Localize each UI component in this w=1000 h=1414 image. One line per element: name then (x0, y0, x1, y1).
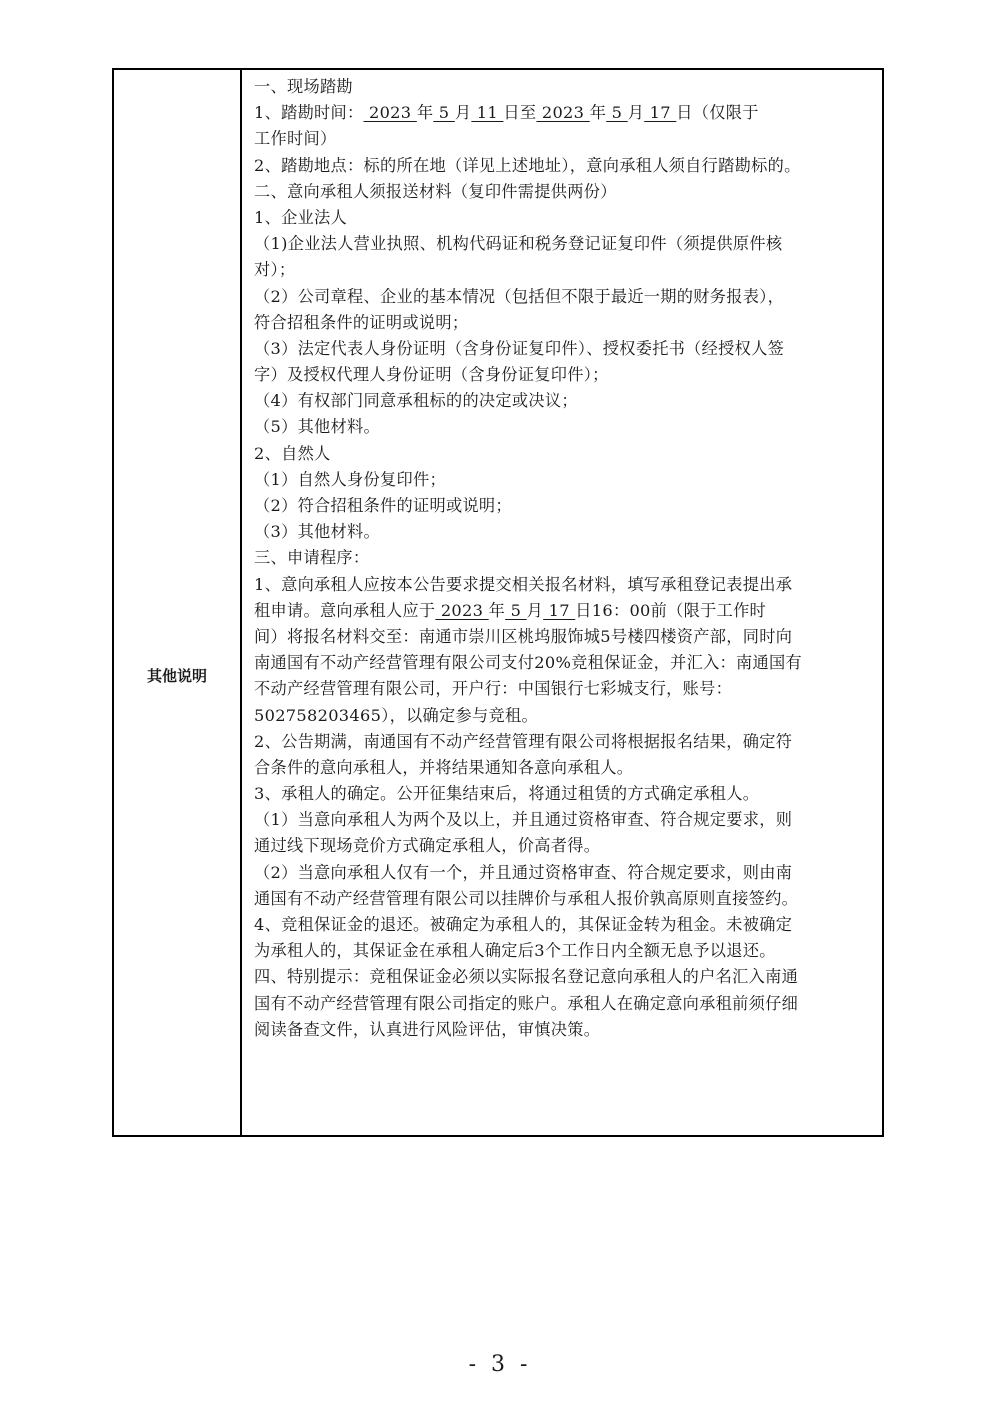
text: 日至 (503, 103, 537, 123)
text-line: 间）将报名材料交至：南通市崇川区桃坞服饰城5号楼四楼资产部，同时向 (254, 626, 793, 646)
start-month: 5 (433, 103, 455, 123)
text-line: 阅读备查文件，认真进行风险评估，审慎决策。 (254, 1019, 601, 1039)
text-line: （1)企业法人营业执照、机构代码证和税务登记证复印件（须提供原件核 (254, 234, 783, 254)
section-heading-special-notice: 四、特别提示：竞租保证金必须以实际报名登记意向承租人的户名汇入南通 (254, 967, 799, 987)
text-line: 通国有不动产经营管理有限公司以挂牌价与承租人报价孰高原则直接签约。 (254, 888, 799, 908)
text-line: 合条件的意向承租人，并将结果通知各意向承租人。 (254, 757, 634, 777)
text-line: （2）当意向承租人仅有一个，并且通过资格审查、符合规定要求，则由南 (254, 862, 793, 882)
text-line: 字）及授权代理人身份证明（含身份证复印件）； (254, 365, 609, 385)
deadline-year: 2023 (435, 600, 489, 620)
text-line: （3）其他材料。 (254, 522, 381, 542)
text-line: 为承租人的，其保证金在承租人确定后3个工作日内全额无息予以退还。 (254, 941, 776, 961)
text-line: 对）； (254, 260, 296, 280)
site-visit-time-line (254, 100, 878, 126)
notice-table (112, 68, 884, 1137)
text-line: 4、竞租保证金的退还。被确定为承租人的，其保证金转为租金。未被确定 (254, 915, 793, 934)
text: 月 (526, 600, 544, 620)
label-cell (114, 70, 242, 1135)
section-heading-procedure: 三、申请程序： (254, 548, 370, 568)
end-year: 2023 (536, 103, 590, 123)
subheading-enterprise: 1、企业法人 (254, 207, 348, 227)
deadline-month: 5 (505, 600, 527, 620)
end-day: 17 (644, 103, 677, 123)
end-month: 5 (606, 103, 628, 123)
text-line: 2、公告期满，南通国有不动产经营管理有限公司将根据报名结果，确定符 (254, 731, 793, 751)
text: 年 (416, 103, 434, 123)
text: 日16：00前（限于工作时 (575, 600, 767, 620)
application-deadline-line (254, 598, 878, 624)
start-day: 11 (471, 103, 504, 123)
text: 日（仅限于 (676, 103, 759, 123)
text-line: （1）当意向承租人为两个及以上，并且通过资格审查、符合规定要求，则 (254, 810, 793, 830)
text-line: （1）自然人身份复印件； (254, 469, 446, 489)
text-line: 工作时间） (254, 129, 337, 149)
site-visit-location-line: 2、踏勘地点：标的所在地（详见上述地址），意向承租人须自行踏勘标的。 (254, 155, 801, 175)
page-number: - 3 - (468, 1352, 532, 1377)
text: 年 (589, 103, 607, 123)
text-line: 南通国有不动产经营管理有限公司支付20%竞租保证金，并汇入：南通国有 (254, 653, 802, 673)
text: 月 (454, 103, 472, 123)
start-year: 2023 (363, 103, 417, 123)
subheading-natural-person: 2、自然人 (254, 443, 331, 463)
text-line: 国有不动产经营管理有限公司指定的账户。承租人在确定意向承租前须仔细 (254, 993, 799, 1013)
text-line: 通过线下现场竞价方式确定承租人，价高者得。 (254, 836, 601, 856)
text-line: （4）有权部门同意承租标的的决定或决议； (254, 391, 578, 411)
section-heading-materials: 二、意向承租人须报送材料（复印件需提供两份） (254, 181, 617, 201)
other-notes-label: 其他说明 (146, 667, 207, 685)
text: 1、踏勘时间： (254, 103, 364, 123)
text-line: （2）符合招租条件的证明或说明； (254, 496, 512, 515)
text-line: （2）公司章程、企业的基本情况（包括但不限于最近一期的财务报表）， (254, 286, 785, 306)
text: 租申请。意向承租人应于 (254, 600, 436, 620)
text-line: （5）其他材料。 (254, 417, 381, 437)
text-line: 符合招租条件的证明或说明； (254, 312, 469, 332)
deadline-day: 17 (543, 600, 576, 620)
content-cell (254, 74, 878, 1043)
text-line: 3、承租人的确定。公开征集结束后，将通过租赁的方式确定承租人。 (254, 784, 760, 804)
text-line: 1、意向承租人应按本公告要求提交相关报名材料，填写承租登记表提出承 (254, 574, 793, 594)
text-line: （3）法定代表人身份证明（含身份证复印件）、授权委托书（经授权人签 (254, 338, 785, 358)
text: 月 (627, 103, 645, 123)
text-line: 不动产经营管理有限公司，开户行：中国银行七彩城支行，账号： (254, 679, 733, 699)
text-line: 502758203465），以确定参与竞租。 (254, 705, 538, 725)
section-heading-site-visit: 一、现场踏勘 (254, 77, 353, 96)
text: 年 (488, 600, 506, 620)
